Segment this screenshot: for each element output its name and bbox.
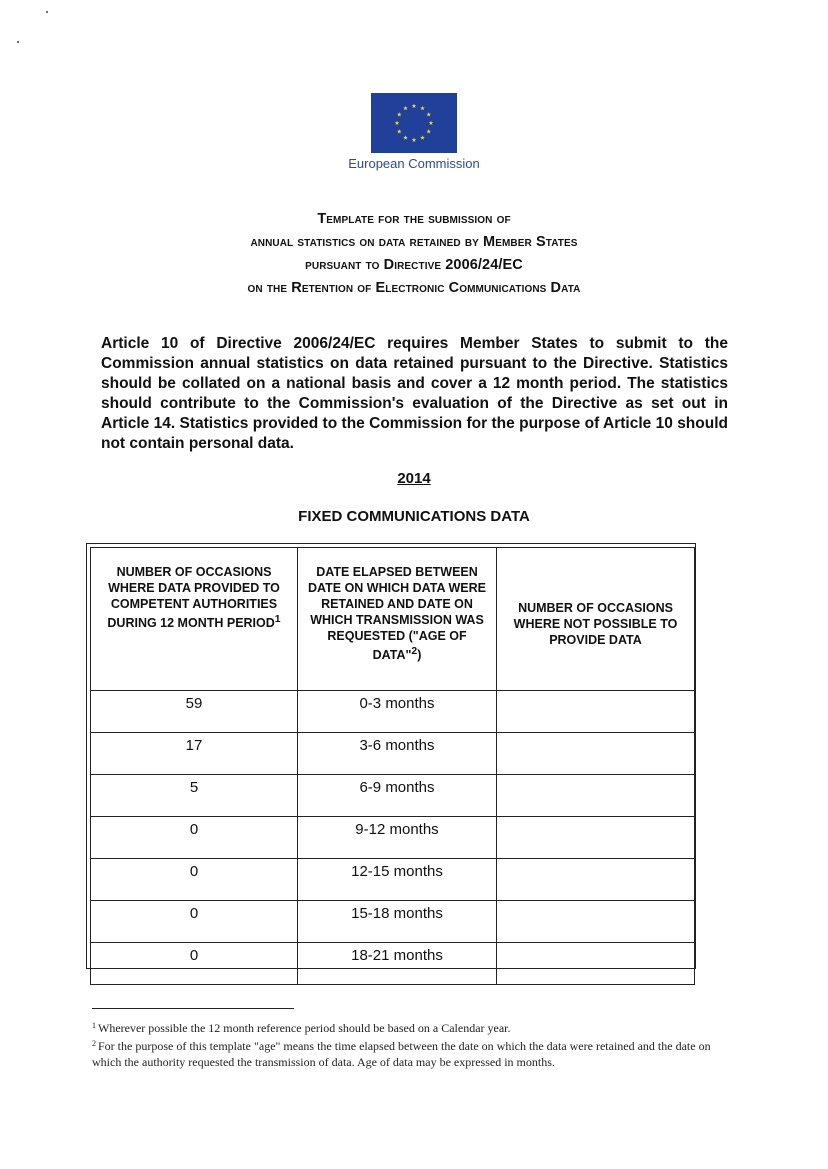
table-row — [91, 691, 695, 733]
footnote-ref: 2 — [411, 646, 418, 657]
footnote-1 — [92, 1018, 732, 1036]
cell-occasions-provided: 5 — [91, 775, 298, 817]
logo-caption: European Commission — [348, 156, 480, 171]
col-header-text: NUMBER OF OCCASIONS WHERE DATA PROVIDED TO COMPETENT AUTHORITIES DURING 12 MONTH PERIOD — [107, 565, 280, 631]
col-header-text: ) — [417, 648, 422, 663]
cell-age-of-data: 9-12 months — [298, 817, 497, 859]
cell-age-of-data: 18-21 months — [298, 943, 497, 985]
eu-flag-icon — [371, 93, 457, 153]
col-header-not-possible: NUMBER OF OCCASIONS WHERE NOT POSSIBLE TO PROVIDE DATA — [497, 548, 695, 691]
col-header-age-of-data — [298, 548, 497, 691]
section-subtitle: FIXED COMMUNICATIONS DATA — [298, 508, 530, 525]
star-icon — [397, 129, 402, 133]
title-line: pursuant to Directive 2006/24/EC — [305, 257, 523, 273]
star-icon — [420, 135, 425, 139]
table-row — [91, 775, 695, 817]
cell-occasions-provided: 0 — [91, 817, 298, 859]
cell-occasions-provided: 0 — [91, 901, 298, 943]
table-body — [91, 691, 695, 985]
intro-paragraph: Article 10 of Directive 2006/24/EC requires Member States to submit to the Commission annual statistics on data retained pursuant to the Directive. Statistics should be collated on a national basis and cover a 12 month period. The statistics should contribute to the Commission's evaluation of the Directive as set out in Article 14. Statistics provided to the Commission for the purpose of Article 10 should not contain personal data. — [101, 335, 728, 452]
star-icon — [426, 129, 431, 133]
cell-not-possible — [497, 943, 695, 985]
footnote-text: Wherever possible the 12 month reference period should be based on a Calendar year. — [98, 1021, 511, 1035]
star-icon — [412, 104, 417, 108]
eu-flag-stars — [371, 93, 457, 153]
star-icon — [420, 106, 425, 110]
star-icon — [403, 135, 408, 139]
star-icon — [426, 112, 431, 116]
table-row — [91, 901, 695, 943]
table-row — [91, 733, 695, 775]
table-row — [91, 859, 695, 901]
footnote-text: For the purpose of this template "age" means the time elapsed between the date on which the data were retained and the date on which the authority requested the transmission of data. Age of data may be expressed in months. — [92, 1039, 711, 1069]
cell-occasions-provided: 0 — [91, 859, 298, 901]
cell-occasions-provided: 17 — [91, 733, 298, 775]
star-icon — [403, 106, 408, 110]
table-header-row — [91, 548, 695, 691]
scan-speck — [46, 11, 48, 13]
title-line: on the Retention of Electronic Communications Data — [247, 280, 581, 296]
footnote-2 — [92, 1036, 732, 1070]
footnote-ref: 1 — [274, 614, 281, 625]
col-header-text: DATE ELAPSED BETWEEN DATE ON WHICH DATA WERE RETAINED AND DATE ON WHICH TRANSMISSION WAS REQUESTED ("AGE OF DATA" — [308, 565, 486, 663]
star-icon — [412, 138, 417, 142]
star-icon — [429, 121, 434, 125]
star-icon — [395, 121, 400, 125]
cell-age-of-data: 15-18 months — [298, 901, 497, 943]
cell-not-possible — [497, 775, 695, 817]
cell-occasions-provided: 0 — [91, 943, 298, 985]
footnote-mark: 2 — [92, 1039, 96, 1048]
table-row — [91, 817, 695, 859]
title-line: annual statistics on data retained by Member States — [250, 234, 578, 250]
statistics-table-frame — [86, 543, 696, 969]
cell-age-of-data: 3-6 months — [298, 733, 497, 775]
cell-age-of-data: 12-15 months — [298, 859, 497, 901]
footnote-mark: 1 — [92, 1021, 96, 1030]
cell-not-possible — [497, 901, 695, 943]
star-icon — [397, 112, 402, 116]
cell-not-possible — [497, 817, 695, 859]
table-row — [91, 943, 695, 985]
cell-not-possible — [497, 691, 695, 733]
cell-age-of-data: 0-3 months — [298, 691, 497, 733]
cell-not-possible — [497, 859, 695, 901]
col-header-occasions-provided — [91, 548, 298, 691]
statistics-table — [90, 547, 695, 985]
cell-not-possible — [497, 733, 695, 775]
footnote-divider — [92, 1008, 294, 1009]
document-title — [100, 208, 728, 300]
cell-age-of-data: 6-9 months — [298, 775, 497, 817]
report-year: 2014 — [397, 470, 431, 487]
cell-occasions-provided: 59 — [91, 691, 298, 733]
scan-speck — [17, 41, 19, 43]
title-line: Template for the submission of — [317, 211, 511, 227]
